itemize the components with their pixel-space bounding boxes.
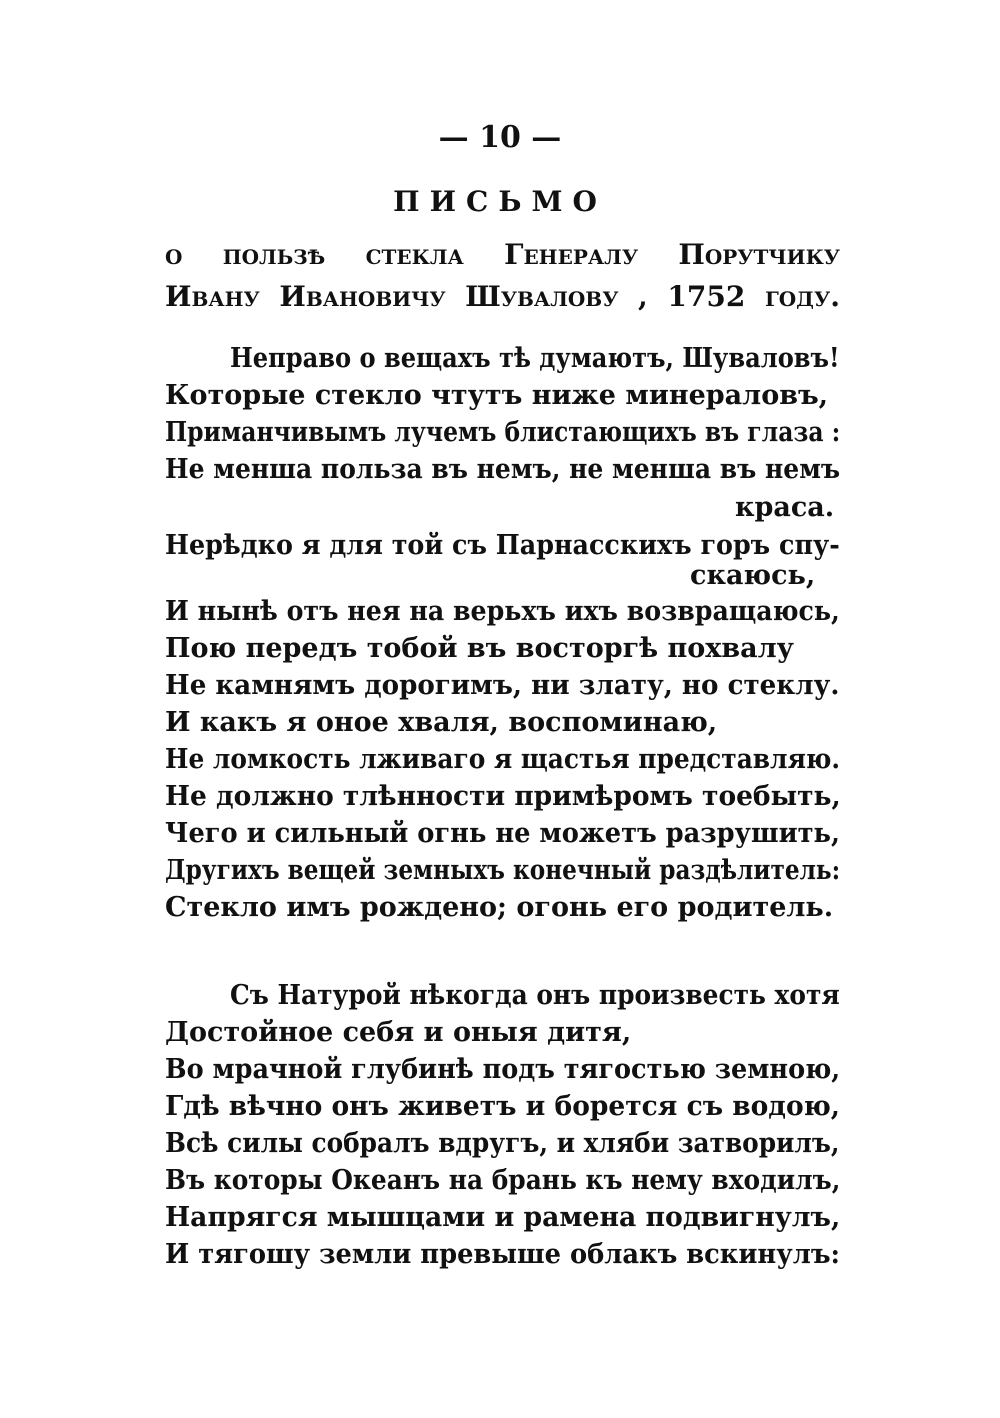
subtitle-word: 1752: [667, 280, 746, 313]
verse-line: Пою передъ тобой въ восторгѣ похвалу: [165, 633, 794, 664]
verse-line: Не менша польза въ немъ, не менша въ немъ: [165, 454, 841, 485]
verse-line: Неправо о вещахъ тѣ думаютъ, Шуваловъ!: [230, 343, 840, 374]
subtitle-word: году.: [764, 280, 840, 313]
verse-line: Съ Натурой нѣкогда онъ произвесть хотя: [230, 980, 840, 1011]
verse-line: Не камнямъ дорогимъ, ни злату, но стеклу.: [165, 670, 840, 701]
letter-title: ПИСЬМО: [393, 185, 607, 218]
subtitle-word: Ивановичу: [279, 280, 446, 313]
verse-line: Не должно тлѣнности примѣромъ тоебыть,: [165, 781, 841, 812]
verse-line: Не ломкость лживаго я щастья представляю.: [165, 744, 841, 775]
verse-line: Достойное себя и оныя дитя,: [165, 1017, 632, 1048]
verse-line: И какъ я оное хваля, воспоминаю,: [165, 707, 718, 738]
verse-line: И нынѣ отъ нея на верьхъ ихъ возвращаюсь,: [165, 596, 840, 627]
verse-line: Другихъ вещей земныхъ конечный раздѣлитель:: [165, 855, 841, 886]
verse-line: Всѣ силы собралъ вдругъ, и хляби затворилъ,: [165, 1128, 840, 1159]
subtitle-word: Шувалову: [465, 280, 619, 313]
verse-line: Гдѣ вѣчно онъ живетъ и борется съ водою,: [165, 1091, 841, 1122]
subtitle-word: о: [165, 238, 183, 271]
subtitle-word: пользѣ: [222, 238, 326, 271]
subtitle-word: стекла: [365, 238, 464, 271]
verse-line: Которые стекло чтутъ ниже минераловъ,: [165, 380, 829, 411]
verse-line: Въ которы Океанъ на брань къ нему входилъ,: [165, 1165, 841, 1196]
verse-line-continuation: скаюсь,: [690, 560, 816, 591]
verse-line: Приманчивымъ лучемъ блистающихъ въ глаза :: [165, 417, 841, 448]
subtitle-word: Генералу: [504, 238, 639, 271]
verse-line: Чего и сильный огнь не можетъ разрушить,: [165, 818, 840, 849]
verse-line: И тягошу земли превыше облакъ вскинулъ:: [165, 1239, 841, 1270]
subtitle-line-1: [165, 238, 840, 271]
page-number: — 10 —: [438, 120, 562, 155]
verse-line-continuation: краса.: [735, 492, 835, 523]
subtitle-line-2: [165, 280, 840, 313]
subtitle-word: ,: [638, 280, 648, 313]
subtitle-word: Порутчику: [678, 238, 840, 271]
verse-line: Нерѣдко я для той съ Парнасскихъ горъ спу-: [165, 530, 840, 561]
verse-line: Напрягся мышцами и рамена подвигнулъ,: [165, 1202, 841, 1233]
subtitle-word: Ивану: [165, 280, 260, 313]
verse-line: Во мрачной глубинѣ подъ тягостью земною,: [165, 1054, 841, 1085]
verse-line: Стекло имъ рождено; огонь его родитель.: [165, 892, 834, 923]
